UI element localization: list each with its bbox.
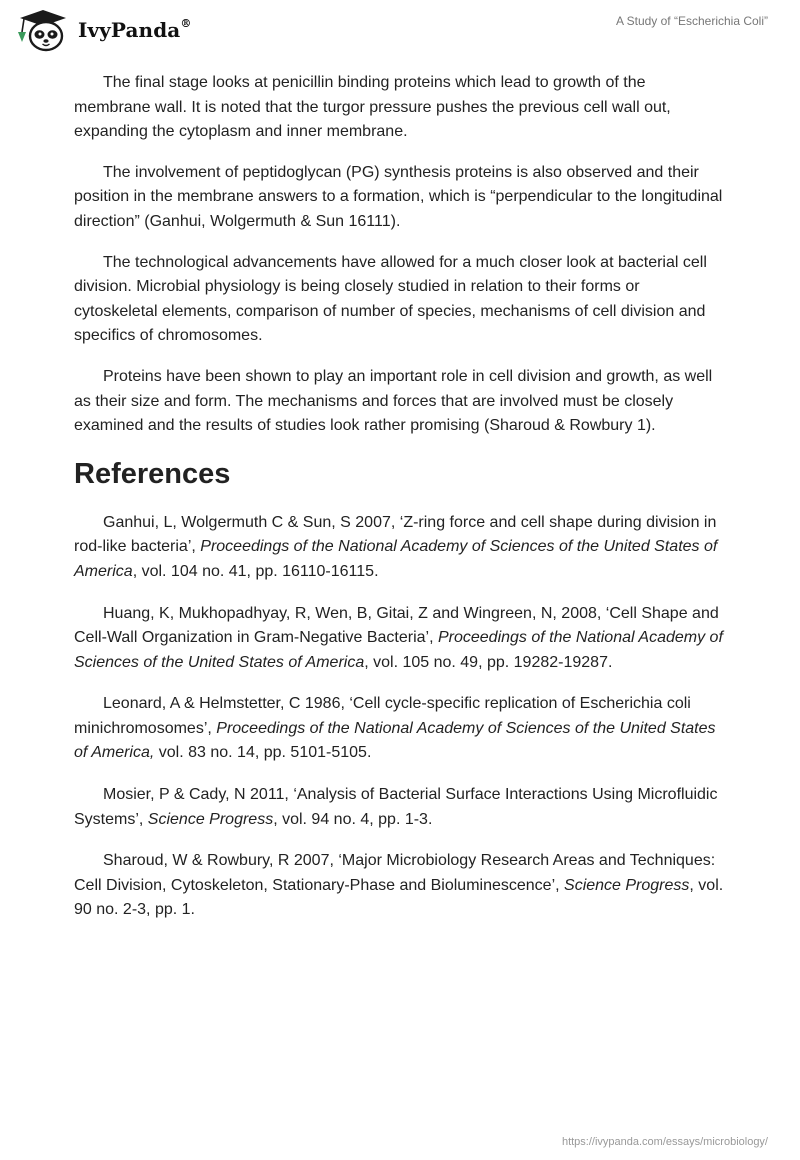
body-paragraph: Proteins have been shown to play an important role in cell division and growth, as well as their size and form. The mechanisms and forces that are involved must be closely examined and the results of studies look rather promising (Sharoud & Rowbury 1). — [74, 367, 713, 435]
reference-journal: Proceedings of the National Academy of Sciences of the United States of America, — [74, 719, 716, 762]
document-title: A Study of “Escherichia Coli” — [615, 14, 768, 28]
references-heading: References — [74, 457, 231, 490]
reference-entry: Mosier, P & Cady, N 2011, ‘Analysis of Bacterial Surface Interactions Using Microfluidic Systems’, Science Progress, vol. 94 no. 4, pp. 1-3. — [74, 786, 718, 828]
body-paragraph: The involvement of peptidoglycan (PG) synthesis proteins is also observed and their position in the membrane answers to a formation, which is “perpendicular to the longitudinal direction” (Ganhui, Wolgermuth & Sun 16111). — [74, 163, 723, 230]
body-paragraph: The final stage looks at penicillin binding proteins which lead to growth of the membrane wall. It is noted that the turgor pressure pushes the previous cell wall out, expanding the cytoplasm and inner membrane. — [74, 74, 671, 141]
reference-journal: Proceedings of the National Academy of Sciences of the United States of America — [74, 629, 723, 671]
body-paragraph: The technological advancements have allowed for a much closer look at bacterial cell division. Microbial physiology is being closely studied in relation to their forms or cytoskeletal elements, comparison of number of species, mechanisms of cell division and specifics of chromosomes. — [74, 253, 707, 345]
page-header — [0, 0, 800, 60]
brand-logo[interactable] — [14, 8, 191, 52]
brand-name: IvyPanda® — [78, 17, 192, 42]
reference-journal: Proceedings of the National Academy of Sciences of the United States of America — [74, 538, 718, 580]
reference-entry: Huang, K, Mukhopadhyay, R, Wen, B, Gitai, Z and Wingreen, N, 2008, ‘Cell Shape and Cell-Wall Organization in Gram-Negative Bacteria’, Proceedings of the National Academy of Sciences of the United States of America, vol. 105 no. 49, pp. 19282-19287. — [74, 604, 723, 671]
essay-content — [74, 71, 724, 940]
reference-entry: Leonard, A & Helmstetter, C 1986, ‘Cell cycle-specific replication of Escherichia coli minichromosomes’, Proceedings of the National Academy of Sciences of the United States of America, vol. 83 no. 14, pp. 5101-5105. — [74, 695, 716, 762]
source-url[interactable]: https://ivypanda.com/essays/microbiology/ — [561, 1136, 768, 1148]
reference-entry: Ganhui, L, Wolgermuth C & Sun, S 2007, ‘Z-ring force and cell shape during division in rod-like bacteria’, Proceedings of the National Academy of Sciences of the United States of America, vol. 104 no. 41, pp. 16110-16115. — [74, 513, 718, 580]
reference-entry: Sharoud, W & Rowbury, R 2007, ‘Major Microbiology Research Areas and Techniques: Cell Division, Cytoskeleton, Stationary-Phase and Bioluminescence’, Science Progress, vol. 90 no. 2-3, pp. 1. — [74, 852, 724, 919]
panda-logo-icon — [14, 8, 72, 52]
reference-journal: Science Progress — [564, 876, 690, 894]
reference-journal: Science Progress — [147, 810, 274, 828]
